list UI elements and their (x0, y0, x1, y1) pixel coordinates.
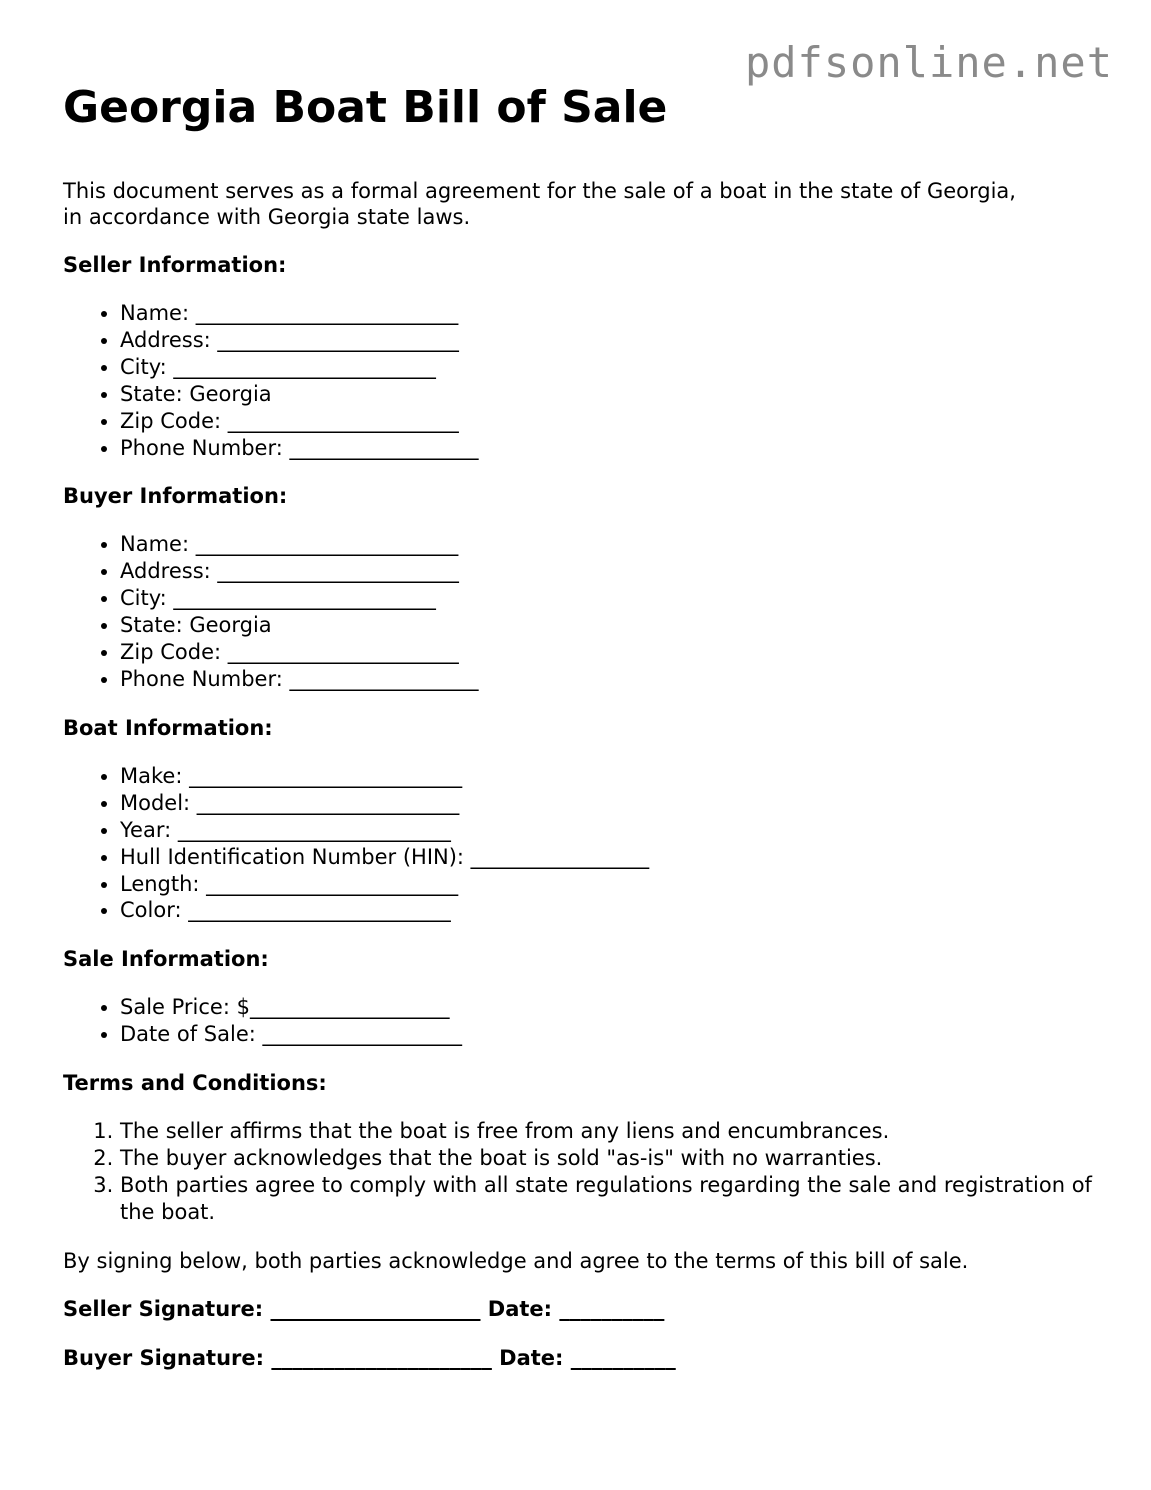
sale-heading: Sale Information: (63, 947, 269, 972)
closing-paragraph: By signing below, both parties acknowledge and agree to the terms of this bill of sale. (63, 1248, 969, 1273)
page-title: Georgia Boat Bill of Sale (63, 82, 668, 133)
boat-hin-field: • Hull Identification Number (HIN): _________________ (120, 844, 1093, 871)
seller-signature-line: Seller Signature: ____________________ Date: __________ (63, 1296, 665, 1321)
seller-city-field: • City: _________________________ (120, 354, 1093, 381)
buyer-heading: Buyer Information: (63, 484, 288, 509)
buyer-state-field: • State: Georgia (120, 612, 1093, 639)
boat-year-field: • Year: __________________________ (120, 817, 1093, 844)
boat-heading: Boat Information: (63, 715, 273, 740)
buyer-fields (63, 531, 1093, 692)
seller-heading: Seller Information: (63, 253, 287, 277)
seller-address-field: • Address: _______________________ (120, 327, 1093, 354)
terms-heading: Terms and Conditions: (63, 1071, 327, 1096)
buyer-city-field: • City: _________________________ (120, 585, 1093, 612)
sale-fields (63, 994, 1093, 1048)
sale-date-field: • Date of Sale: ___________________ (120, 1021, 1093, 1048)
sale-price-field: • Sale Price: $___________________ (120, 994, 1093, 1021)
seller-fields (63, 300, 1093, 461)
terms-item: 1. The seller affirms that the boat is free from any liens and encumbrances. (120, 1118, 1093, 1145)
terms-item: 2. The buyer acknowledges that the boat is sold "as-is" with no warranties. (120, 1145, 1093, 1172)
terms-list (63, 1118, 1093, 1226)
boat-model-field: • Model: _________________________ (120, 790, 1093, 817)
seller-state-field: • State: Georgia (120, 381, 1093, 408)
seller-phone-field: • Phone Number: __________________ (120, 435, 1093, 462)
buyer-zip-field: • Zip Code: ______________________ (120, 639, 1093, 666)
boat-color-field: • Color: _________________________ (120, 897, 1093, 924)
seller-name-field: • Name: _________________________ (120, 300, 1093, 327)
buyer-name-field: • Name: _________________________ (120, 531, 1093, 558)
boat-fields (63, 763, 1093, 924)
watermark: pdfsonline.net (744, 38, 1113, 87)
intro-paragraph: This document serves as a formal agreement for the sale of a boat in the state of Georgia, in accordance with Georgia state laws. (63, 179, 1016, 229)
boat-length-field: • Length: ________________________ (120, 871, 1093, 898)
document-page (63, 82, 1093, 1394)
boat-make-field: • Make: __________________________ (120, 763, 1093, 790)
buyer-signature-line: Buyer Signature: _____________________ Date: __________ (63, 1345, 676, 1370)
buyer-address-field: • Address: _______________________ (120, 558, 1093, 585)
terms-item: 3. Both parties agree to comply with all state regulations regarding the sale and registration of the boat. (120, 1172, 1093, 1226)
seller-zip-field: • Zip Code: ______________________ (120, 408, 1093, 435)
buyer-phone-field: • Phone Number: __________________ (120, 666, 1093, 693)
